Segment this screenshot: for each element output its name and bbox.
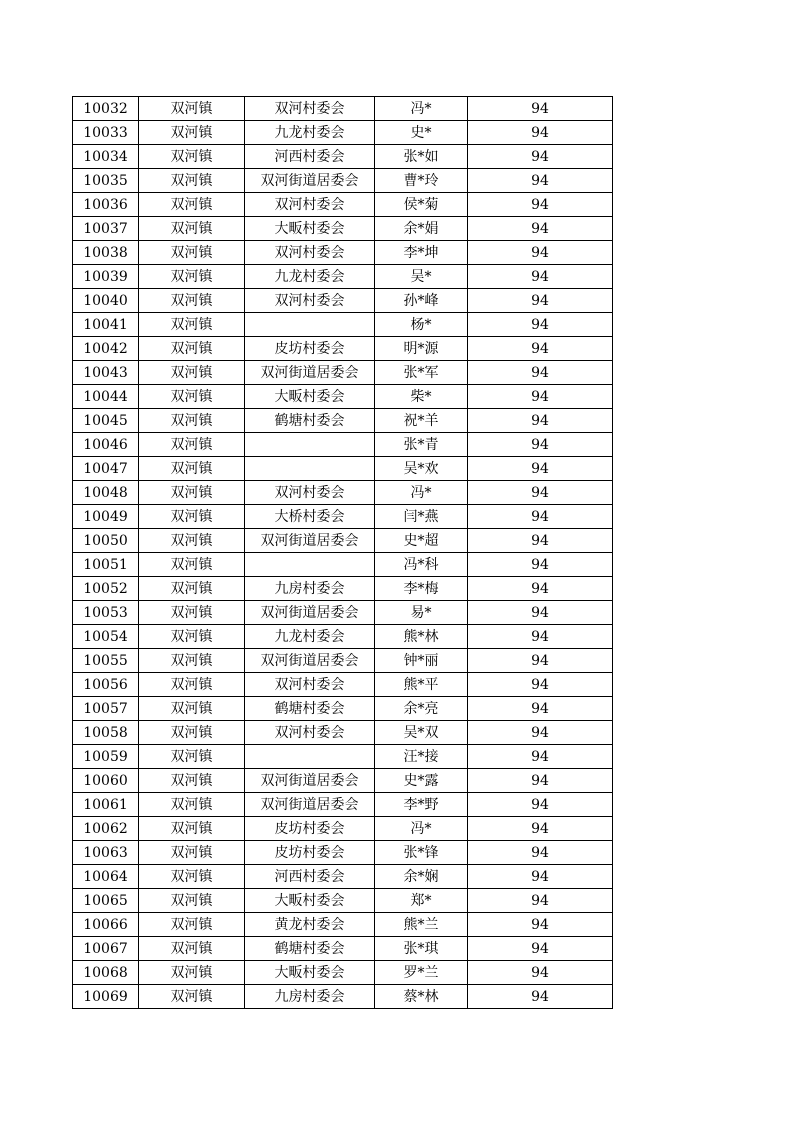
cell-score: 94 [468, 289, 613, 313]
cell-id: 10033 [73, 121, 139, 145]
table-row [73, 841, 613, 865]
cell-village: 鹤塘村委会 [245, 697, 375, 721]
cell-name: 张*琪 [375, 937, 468, 961]
cell-score: 94 [468, 241, 613, 265]
cell-town: 双河镇 [139, 721, 245, 745]
cell-score: 94 [468, 385, 613, 409]
table-row [73, 817, 613, 841]
cell-village: 皮坊村委会 [245, 817, 375, 841]
cell-id: 10041 [73, 313, 139, 337]
cell-name: 蔡*林 [375, 985, 468, 1009]
cell-town: 双河镇 [139, 385, 245, 409]
cell-name: 冯*科 [375, 553, 468, 577]
cell-village: 双河街道居委会 [245, 649, 375, 673]
cell-town: 双河镇 [139, 625, 245, 649]
cell-village: 河西村委会 [245, 865, 375, 889]
cell-village: 双河街道居委会 [245, 793, 375, 817]
cell-name: 李*梅 [375, 577, 468, 601]
table-row [73, 961, 613, 985]
cell-village: 河西村委会 [245, 145, 375, 169]
table-row [73, 553, 613, 577]
cell-id: 10034 [73, 145, 139, 169]
cell-town: 双河镇 [139, 553, 245, 577]
cell-score: 94 [468, 409, 613, 433]
cell-town: 双河镇 [139, 985, 245, 1009]
table-row [73, 937, 613, 961]
cell-town: 双河镇 [139, 313, 245, 337]
cell-name: 吴*双 [375, 721, 468, 745]
cell-village: 双河村委会 [245, 241, 375, 265]
cell-id: 10064 [73, 865, 139, 889]
cell-id: 10038 [73, 241, 139, 265]
cell-name: 熊*林 [375, 625, 468, 649]
cell-score: 94 [468, 97, 613, 121]
cell-town: 双河镇 [139, 265, 245, 289]
cell-id: 10052 [73, 577, 139, 601]
table-row [73, 865, 613, 889]
cell-town: 双河镇 [139, 217, 245, 241]
cell-name: 史*超 [375, 529, 468, 553]
cell-score: 94 [468, 337, 613, 361]
table-row [73, 313, 613, 337]
cell-id: 10035 [73, 169, 139, 193]
cell-name: 祝*羊 [375, 409, 468, 433]
cell-id: 10048 [73, 481, 139, 505]
cell-village [245, 433, 375, 457]
cell-score: 94 [468, 481, 613, 505]
cell-score: 94 [468, 529, 613, 553]
cell-id: 10067 [73, 937, 139, 961]
cell-village: 大畈村委会 [245, 385, 375, 409]
cell-name: 吴* [375, 265, 468, 289]
cell-id: 10037 [73, 217, 139, 241]
cell-village: 双河街道居委会 [245, 529, 375, 553]
table-row [73, 673, 613, 697]
cell-town: 双河镇 [139, 193, 245, 217]
cell-village: 大桥村委会 [245, 505, 375, 529]
table-row [73, 769, 613, 793]
cell-id: 10040 [73, 289, 139, 313]
cell-town: 双河镇 [139, 601, 245, 625]
cell-village: 大畈村委会 [245, 961, 375, 985]
cell-name: 明*源 [375, 337, 468, 361]
table-row [73, 721, 613, 745]
cell-town: 双河镇 [139, 361, 245, 385]
cell-town: 双河镇 [139, 529, 245, 553]
cell-score: 94 [468, 577, 613, 601]
cell-village: 双河村委会 [245, 193, 375, 217]
cell-village: 双河街道居委会 [245, 601, 375, 625]
cell-town: 双河镇 [139, 745, 245, 769]
cell-score: 94 [468, 721, 613, 745]
cell-id: 10055 [73, 649, 139, 673]
cell-town: 双河镇 [139, 913, 245, 937]
cell-town: 双河镇 [139, 409, 245, 433]
cell-village: 皮坊村委会 [245, 337, 375, 361]
table-row [73, 385, 613, 409]
cell-id: 10051 [73, 553, 139, 577]
table-row [73, 745, 613, 769]
table-row [73, 481, 613, 505]
cell-town: 双河镇 [139, 841, 245, 865]
table-row [73, 625, 613, 649]
cell-town: 双河镇 [139, 145, 245, 169]
cell-name: 冯* [375, 97, 468, 121]
cell-id: 10054 [73, 625, 139, 649]
cell-score: 94 [468, 169, 613, 193]
cell-score: 94 [468, 649, 613, 673]
cell-village [245, 457, 375, 481]
cell-id: 10036 [73, 193, 139, 217]
cell-name: 吴*欢 [375, 457, 468, 481]
table-row [73, 793, 613, 817]
cell-village: 九房村委会 [245, 577, 375, 601]
cell-village: 双河街道居委会 [245, 169, 375, 193]
cell-name: 张*如 [375, 145, 468, 169]
cell-name: 冯* [375, 481, 468, 505]
cell-name: 熊*平 [375, 673, 468, 697]
cell-score: 94 [468, 433, 613, 457]
cell-score: 94 [468, 553, 613, 577]
cell-name: 孙*峰 [375, 289, 468, 313]
cell-id: 10063 [73, 841, 139, 865]
cell-name: 熊*兰 [375, 913, 468, 937]
cell-name: 余*亮 [375, 697, 468, 721]
cell-town: 双河镇 [139, 577, 245, 601]
cell-name: 郑* [375, 889, 468, 913]
table-row [73, 409, 613, 433]
cell-score: 94 [468, 361, 613, 385]
cell-town: 双河镇 [139, 889, 245, 913]
cell-name: 张*锋 [375, 841, 468, 865]
cell-score: 94 [468, 817, 613, 841]
table-row [73, 889, 613, 913]
cell-score: 94 [468, 625, 613, 649]
cell-town: 双河镇 [139, 481, 245, 505]
cell-town: 双河镇 [139, 457, 245, 481]
cell-village: 双河村委会 [245, 673, 375, 697]
cell-score: 94 [468, 193, 613, 217]
cell-score: 94 [468, 697, 613, 721]
table-row [73, 265, 613, 289]
cell-name: 张*军 [375, 361, 468, 385]
cell-town: 双河镇 [139, 289, 245, 313]
cell-village [245, 313, 375, 337]
cell-name: 闫*燕 [375, 505, 468, 529]
cell-name: 侯*菊 [375, 193, 468, 217]
cell-score: 94 [468, 145, 613, 169]
table-row [73, 337, 613, 361]
cell-score: 94 [468, 217, 613, 241]
cell-score: 94 [468, 793, 613, 817]
cell-name: 余*娴 [375, 865, 468, 889]
cell-town: 双河镇 [139, 697, 245, 721]
cell-id: 10050 [73, 529, 139, 553]
cell-town: 双河镇 [139, 649, 245, 673]
table-row [73, 649, 613, 673]
cell-name: 张*青 [375, 433, 468, 457]
cell-score: 94 [468, 121, 613, 145]
cell-id: 10065 [73, 889, 139, 913]
cell-id: 10062 [73, 817, 139, 841]
cell-village [245, 745, 375, 769]
table-row [73, 169, 613, 193]
cell-id: 10068 [73, 961, 139, 985]
cell-town: 双河镇 [139, 937, 245, 961]
table-body [73, 97, 613, 1009]
cell-name: 柴* [375, 385, 468, 409]
cell-score: 94 [468, 313, 613, 337]
cell-score: 94 [468, 937, 613, 961]
cell-name: 易* [375, 601, 468, 625]
cell-village: 双河村委会 [245, 721, 375, 745]
cell-village: 九龙村委会 [245, 265, 375, 289]
cell-village: 双河街道居委会 [245, 769, 375, 793]
cell-id: 10039 [73, 265, 139, 289]
cell-village: 皮坊村委会 [245, 841, 375, 865]
cell-village: 大畈村委会 [245, 889, 375, 913]
cell-village: 鹤塘村委会 [245, 937, 375, 961]
table-row [73, 241, 613, 265]
table-row [73, 457, 613, 481]
cell-village: 大畈村委会 [245, 217, 375, 241]
cell-village: 双河村委会 [245, 289, 375, 313]
table-row [73, 193, 613, 217]
cell-village: 黄龙村委会 [245, 913, 375, 937]
cell-id: 10053 [73, 601, 139, 625]
cell-id: 10059 [73, 745, 139, 769]
table-row [73, 529, 613, 553]
cell-name: 余*娟 [375, 217, 468, 241]
cell-town: 双河镇 [139, 97, 245, 121]
cell-name: 史* [375, 121, 468, 145]
cell-score: 94 [468, 601, 613, 625]
cell-id: 10058 [73, 721, 139, 745]
cell-score: 94 [468, 769, 613, 793]
table-row [73, 121, 613, 145]
cell-score: 94 [468, 457, 613, 481]
cell-score: 94 [468, 673, 613, 697]
cell-name: 曹*玲 [375, 169, 468, 193]
table-row [73, 505, 613, 529]
table-row [73, 913, 613, 937]
cell-score: 94 [468, 505, 613, 529]
cell-score: 94 [468, 865, 613, 889]
cell-name: 罗*兰 [375, 961, 468, 985]
cell-village: 九房村委会 [245, 985, 375, 1009]
cell-id: 10047 [73, 457, 139, 481]
table-row [73, 289, 613, 313]
cell-name: 冯* [375, 817, 468, 841]
cell-id: 10042 [73, 337, 139, 361]
cell-score: 94 [468, 889, 613, 913]
table-row [73, 433, 613, 457]
data-table [72, 96, 613, 1009]
cell-id: 10056 [73, 673, 139, 697]
cell-id: 10045 [73, 409, 139, 433]
cell-score: 94 [468, 985, 613, 1009]
cell-score: 94 [468, 913, 613, 937]
cell-town: 双河镇 [139, 169, 245, 193]
table-row [73, 985, 613, 1009]
cell-id: 10061 [73, 793, 139, 817]
cell-town: 双河镇 [139, 865, 245, 889]
cell-town: 双河镇 [139, 337, 245, 361]
cell-village: 九龙村委会 [245, 121, 375, 145]
table-row [73, 577, 613, 601]
cell-town: 双河镇 [139, 121, 245, 145]
table-row [73, 145, 613, 169]
table-row [73, 697, 613, 721]
cell-town: 双河镇 [139, 961, 245, 985]
cell-town: 双河镇 [139, 433, 245, 457]
cell-score: 94 [468, 961, 613, 985]
cell-village: 双河街道居委会 [245, 361, 375, 385]
cell-id: 10057 [73, 697, 139, 721]
table-row [73, 97, 613, 121]
cell-name: 史*露 [375, 769, 468, 793]
cell-name: 李*坤 [375, 241, 468, 265]
cell-village: 鹤塘村委会 [245, 409, 375, 433]
cell-town: 双河镇 [139, 793, 245, 817]
cell-score: 94 [468, 841, 613, 865]
cell-town: 双河镇 [139, 241, 245, 265]
table-row [73, 601, 613, 625]
cell-id: 10049 [73, 505, 139, 529]
cell-village: 双河村委会 [245, 481, 375, 505]
cell-town: 双河镇 [139, 673, 245, 697]
cell-name: 汪*接 [375, 745, 468, 769]
cell-town: 双河镇 [139, 769, 245, 793]
cell-village: 九龙村委会 [245, 625, 375, 649]
cell-name: 杨* [375, 313, 468, 337]
table-row [73, 361, 613, 385]
cell-id: 10069 [73, 985, 139, 1009]
cell-village [245, 553, 375, 577]
cell-id: 10060 [73, 769, 139, 793]
cell-id: 10043 [73, 361, 139, 385]
cell-id: 10032 [73, 97, 139, 121]
table-row [73, 217, 613, 241]
cell-score: 94 [468, 265, 613, 289]
cell-name: 钟*丽 [375, 649, 468, 673]
cell-id: 10046 [73, 433, 139, 457]
cell-town: 双河镇 [139, 505, 245, 529]
cell-name: 李*野 [375, 793, 468, 817]
cell-town: 双河镇 [139, 817, 245, 841]
cell-score: 94 [468, 745, 613, 769]
cell-id: 10066 [73, 913, 139, 937]
cell-village: 双河村委会 [245, 97, 375, 121]
cell-id: 10044 [73, 385, 139, 409]
